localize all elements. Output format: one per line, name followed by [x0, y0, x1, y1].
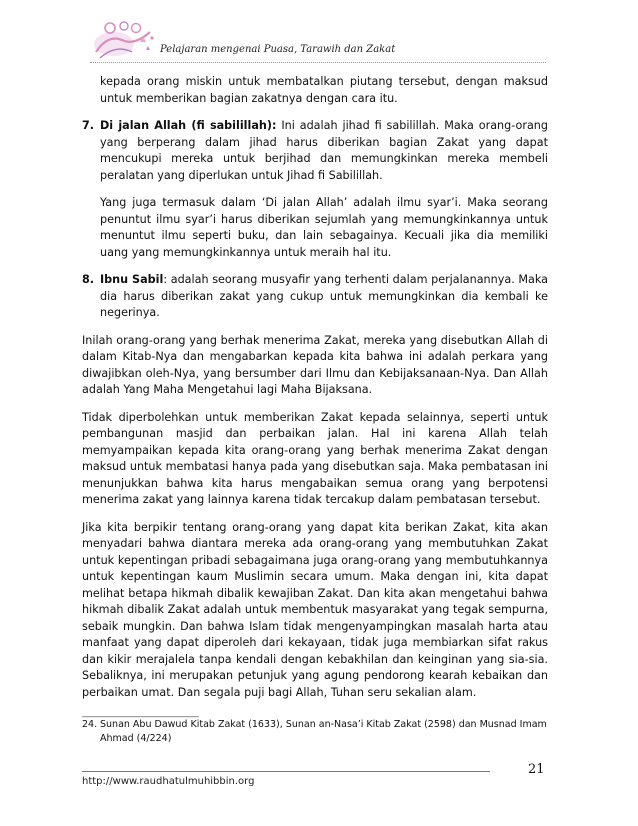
footnote-text: Sunan Abu Dawud Kitab Zakat (1633), Sunan an-Nasa’i Kitab Zakat (2598) dan Musnad Imam Ahmad (4/224) [100, 719, 547, 744]
body-paragraph: Inilah orang-orang yang berhak menerima Zakat, mereka yang disebutkan Allah di dalam Kitab-Nya dan mengabarkan kepada kita bahwa ini adalah perkara yang diwajibkan oleh-Nya, yang bersumber dari Ilmu dan Kebijaksanaan-Nya. Dan Allah adalah Yang Maha Mengetahui lagi Maha Bijaksana. [82, 333, 548, 396]
footnote [82, 718, 552, 746]
page-header [90, 14, 550, 64]
list-description: Ini adalah jihad fi sabilillah. Maka orang-orang yang berperang dalam jihad harus diberikan bagian Zakat yang dapat mencukupi mereka untuk berjihad dan memungkinkan mereka membeli peralatan yang diperlukan untuk Jihad fi Sabilillah. [100, 119, 548, 182]
footnote-number: 24. [82, 719, 98, 730]
list-description: : adalah seorang musyafir yang terhenti dalam perjalanannya. Maka dia harus diberikan zakat yang cukup untuk memungkinkan dia kembali ke negerinya. [100, 273, 549, 319]
page-body [82, 74, 548, 712]
body-paragraph: Tidak diperbolehkan untuk memberikan Zakat kepada selainnya, seperti untuk pembangunan masjid dan perbaikan jalan. Hal ini karena Allah telah memyampaikan kepada kita orang-orang yang berhak menerima Zakat dengan maksud untuk membatasi hanya pada yang disebutkan saja. Maka pembatasan ini menunjukkan bahwa kita harus mengabaikan semua orang yang berpotensi menerima zakat yang lainnya karena tidak tercakup dalam pembatasan tersebut. [82, 410, 548, 506]
list-number: 7. [82, 119, 95, 132]
list-number: 8. [82, 273, 95, 286]
list-item-extra: Yang juga termasuk dalam ‘Di jalan Allah’ adalah ilmu syar’i. Maka seorang penuntut ilmu syar’i harus diberikan sejumlah yang memungkinkannya untuk menuntut ilmu seperti buku, dan lain sebagainya. Kecuali jika dia memiliki uang yang memungkinkannya untuk meraih hal itu. [100, 196, 548, 259]
footer-divider [82, 771, 490, 772]
list-term: Ibnu Sabil [100, 273, 164, 286]
list-item-text [100, 118, 548, 184]
list-item [82, 272, 548, 322]
body-paragraph: Jika kita berpikir tentang orang-orang yang dapat kita berikan Zakat, kita akan menyadari bahwa diantara mereka ada orang-orang yang membutuhkan Zakat untuk kepentingan pribadi sebagaimana juga orang-orang yang membutuhkannya untuk kepentingan kaum Muslimin secara umum. Maka dengan ini, kita dapat melihat betapa hikmah dibalik kewajiban Zakat. Dan kita akan mengetahui bahwa hikmah dibalik Zakat adalah untuk membentuk masyarakat yang tegak sempurna, sebaik mungkin. Dan bahwa Islam tidak mengenyampingkan masalah harta atau manfaat yang dapat diperoleh dari kekayaan, tidak juga membiarkan sifat rakus dan kikir merajalela tanpa kendali dengan kebakhilan dan keinginan yang sia-sia. Sebaliknya, ini merupakan petunjuk yang agung pendorong kearah kebaikan dan perbaikan umat. Dan segala puji bagi Allah, Tuhan seru sekalian alam. [82, 520, 548, 699]
list-item [82, 118, 548, 261]
footnote-divider: _____________________________ [82, 708, 198, 718]
continuation-text: kepada orang miskin untuk membatalkan piutang tersebut, dengan maksud untuk memberikan bagian zakatnya dengan cara itu. [100, 75, 548, 105]
list-term: Di jalan Allah (fi sabilillah): [100, 119, 277, 132]
header-title: Pelajaran mengenai Puasa, Tarawih dan Zakat [160, 44, 396, 55]
footer-url[interactable]: http://www.raudhatulmuhibbin.org [82, 776, 255, 787]
list-item-text [100, 272, 548, 322]
site-logo [90, 14, 170, 64]
header-divider [90, 62, 546, 63]
page-number: 21 [528, 762, 545, 777]
